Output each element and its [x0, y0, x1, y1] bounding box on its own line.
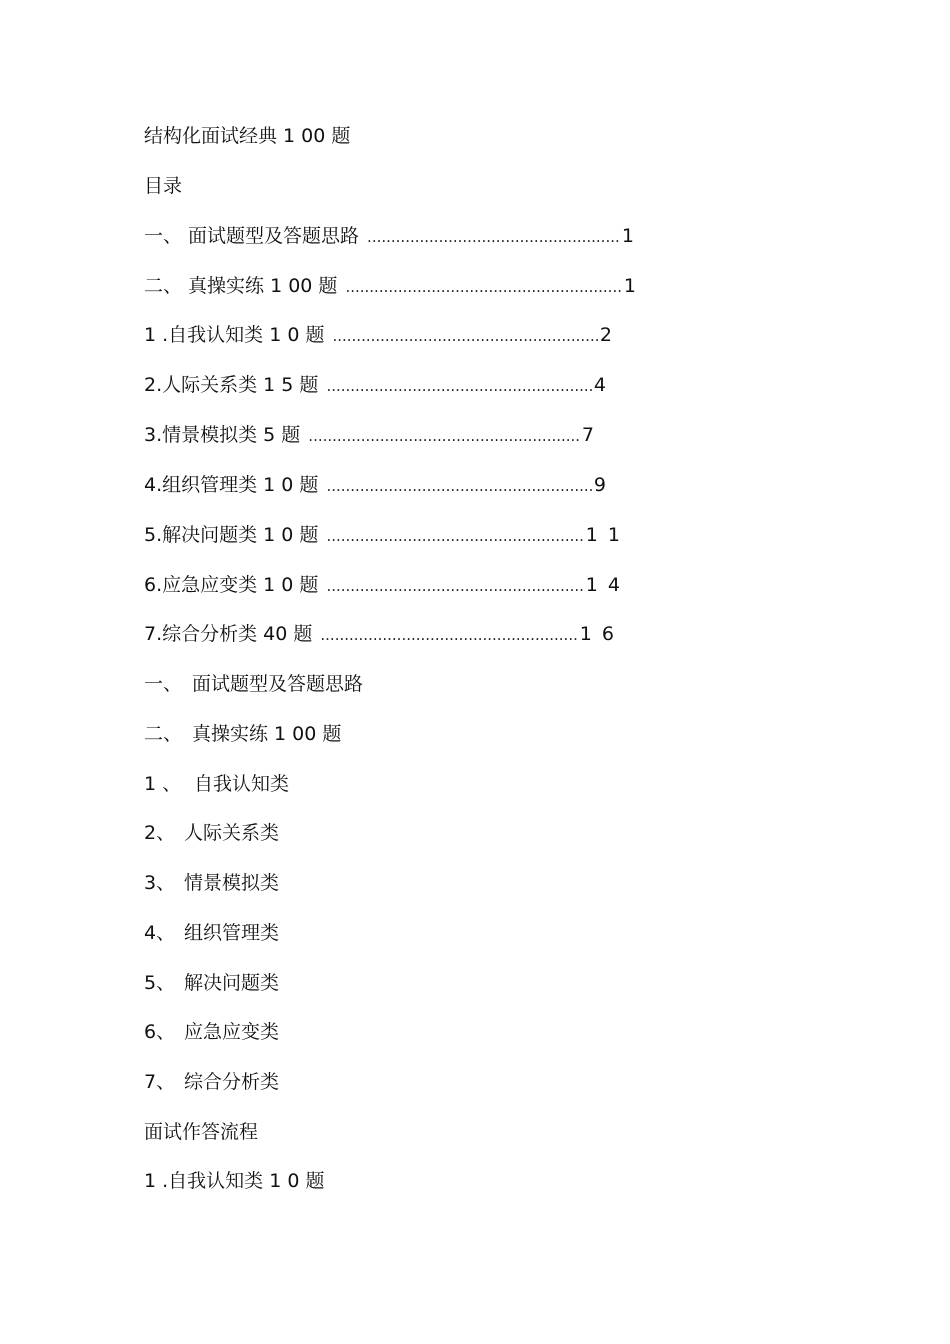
section-text: 面试题型及答题思路 [192, 673, 364, 695]
toc-entry-label: 6.应急应变类 1 0 题 [144, 574, 319, 596]
section-number: 1 、 [144, 773, 182, 795]
toc-leader-dots [308, 421, 580, 451]
toc-leader-dots [332, 321, 597, 351]
section-heading [144, 818, 279, 848]
toc-entry-label: 二、 真操实练 1 00 题 [144, 275, 338, 297]
toc-leader-dots [326, 371, 591, 401]
toc-entry-page: 1 1 [585, 524, 622, 546]
toc-leader-dots [326, 571, 583, 601]
toc-entry-page: 1 [623, 275, 638, 297]
toc-entry-label: 7.综合分析类 40 题 [144, 623, 313, 645]
subsection-heading: 1 .自我认知类 1 0 题 [144, 1170, 325, 1192]
section-heading [144, 769, 289, 799]
toc-entry[interactable] [144, 420, 596, 450]
section-number: 一、 [144, 673, 183, 695]
toc-entry[interactable] [144, 570, 622, 600]
toc-entry-label: 2.人际关系类 1 5 题 [144, 374, 319, 396]
section-heading [144, 669, 363, 699]
toc-entry-page: 7 [581, 424, 596, 446]
toc-entry[interactable] [144, 470, 608, 500]
section-text: 情景模拟类 [184, 872, 280, 894]
section-heading [144, 1017, 279, 1047]
toc-entry[interactable] [144, 520, 622, 550]
section-text: 组织管理类 [184, 922, 280, 944]
section-number: 3、 [144, 872, 176, 894]
section-text: 综合分析类 [184, 1071, 280, 1093]
toc-entry-label: 4.组织管理类 1 0 题 [144, 474, 319, 496]
toc-leader-dots [326, 521, 583, 551]
toc-leader-dots [367, 222, 620, 252]
toc-entry-label: 3.情景模拟类 5 题 [144, 424, 301, 446]
toc-entry-page: 1 4 [585, 574, 622, 596]
section-number: 4、 [144, 922, 176, 944]
toc-entry-page: 1 [621, 225, 636, 247]
section-text: 人际关系类 [184, 822, 280, 844]
section-number: 7、 [144, 1071, 176, 1093]
toc-entry[interactable] [144, 221, 636, 251]
toc-entry[interactable] [144, 619, 616, 649]
section-text: 真操实练 1 00 题 [192, 723, 342, 745]
toc-entry-page: 1 6 [579, 623, 616, 645]
section-text: 自我认知类 [194, 773, 290, 795]
section-text: 应急应变类 [184, 1021, 280, 1043]
toc-entry[interactable] [144, 320, 614, 350]
toc-entry-label: 5.解决问题类 1 0 题 [144, 524, 319, 546]
section-heading [144, 1067, 279, 1097]
section-heading [144, 719, 341, 749]
toc-entry[interactable] [144, 370, 608, 400]
section-number: 二、 [144, 723, 183, 745]
section-heading [144, 968, 279, 998]
toc-heading: 目录 [144, 175, 183, 197]
toc-entry[interactable] [144, 271, 638, 301]
section-number: 2、 [144, 822, 176, 844]
section-number: 5、 [144, 972, 176, 994]
toc-entry-label: 一、 面试题型及答题思路 [144, 225, 360, 247]
section-heading [144, 868, 279, 898]
toc-leader-dots [320, 620, 577, 650]
section-text: 解决问题类 [184, 972, 280, 994]
toc-entry-page: 4 [593, 374, 608, 396]
toc-entry-page: 9 [593, 474, 608, 496]
toc-leader-dots [345, 272, 621, 302]
document-title: 结构化面试经典 1 00 题 [144, 125, 351, 147]
toc-entry-page: 2 [599, 324, 614, 346]
flow-heading: 面试作答流程 [144, 1121, 259, 1143]
section-heading [144, 918, 279, 948]
toc-leader-dots [326, 471, 591, 501]
toc-entry-label: 1 .自我认知类 1 0 题 [144, 324, 325, 346]
section-number: 6、 [144, 1021, 176, 1043]
